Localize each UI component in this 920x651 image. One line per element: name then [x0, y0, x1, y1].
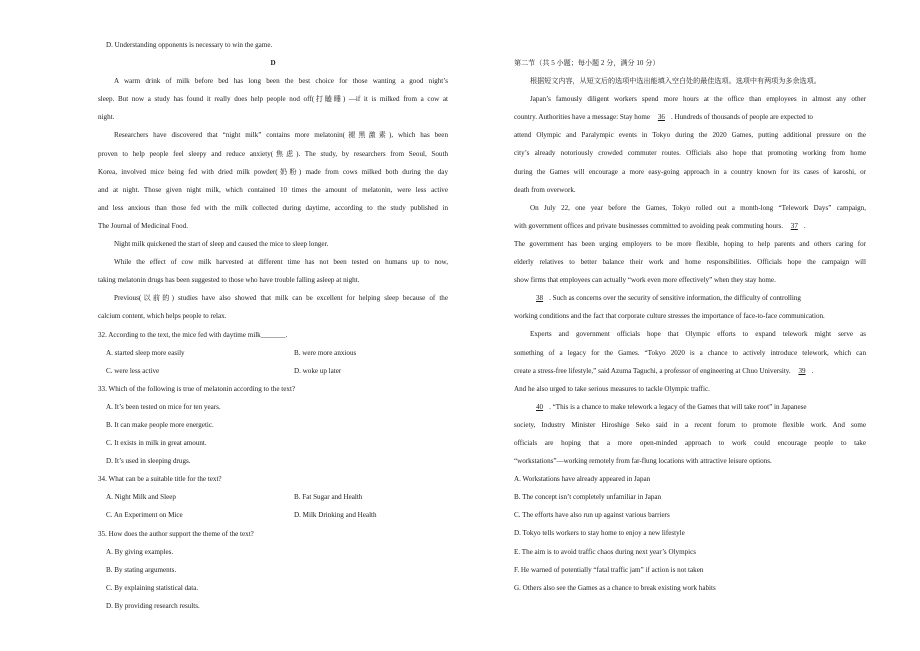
q32-option-b[interactable]: B. were more anxious	[294, 348, 357, 357]
p2-line-4: elderly relatives to better balance their work and home responsibilities. Officials hope the campaign will	[514, 258, 866, 267]
question-32-options-row2	[98, 362, 448, 380]
passage-line: proven to help people feel sleepy and reduce anxiety(焦虑). The study, by researchers from Seoul, South	[98, 149, 448, 158]
p1-line-6: death from overwork.	[514, 185, 576, 194]
q35-option-d[interactable]: D. By providing research results.	[106, 601, 200, 610]
answer-option[interactable]: G. Others also see the Games as a chance to break existing work habits	[514, 583, 716, 592]
section-title: 第二节（共 5 小题；每小题 2 分，满分 10 分）	[514, 59, 660, 67]
question-32-stem: 32. According to the text, the mice fed with daytime milk_______.	[98, 330, 288, 339]
q34-option-b[interactable]: B. Fat Sugar and Health	[294, 493, 363, 502]
p3-line-1: 38 . Such as concerns over the security of sensitive information, the difficulty of controlling	[514, 289, 866, 307]
answer-option[interactable]: D. Tokyo tells workers to stay home to enjoy a new lifestyle	[514, 529, 685, 538]
q33-option-b[interactable]: B. It can make people more energetic.	[106, 420, 214, 429]
passage-line: calcium content, which helps people to relax.	[98, 312, 227, 321]
blank-39[interactable]: 39	[798, 366, 806, 375]
p3-line-2: working conditions and the fact that corporate culture stresses the importance of face-to-face communication.	[514, 312, 825, 321]
passage-line: The Journal of Medicinal Food.	[98, 221, 189, 230]
passage-line: taking melatonin drugs has been suggested to those who have trouble falling asleep at night.	[98, 276, 360, 285]
q33-option-a[interactable]: A. It’s been tested on mice for ten years.	[106, 402, 221, 411]
q34-option-c[interactable]: C. An Experiment on Mice	[106, 511, 183, 520]
q35-option-b[interactable]: B. By stating arguments.	[106, 565, 177, 574]
answer-option[interactable]: F. He warned of potentially “fatal traffic jam” if action is not taken	[514, 565, 704, 574]
instructions: 根据短文内容，从短文后的选项中选出能填入空白处的最佳选项。选项中有两项为多余选项。	[530, 77, 821, 86]
p5-line-1: 40 . “This is a chance to make telework a legacy of the Games that will take root” in Japanese	[514, 398, 866, 416]
p4-line-2: something of a legacy for the Games. “Tokyo 2020 is a chance to actively introduce telework, which can	[514, 348, 866, 357]
answer-option[interactable]: E. The aim is to avoid traffic chaos during next year’s Olympics	[514, 547, 697, 556]
answer-option[interactable]: B. The concept isn’t completely unfamiliar in Japan	[514, 493, 662, 502]
passage-line: Korea, involved mice being fed with dried milk powder(奶粉) made from cows milked both during the day	[98, 167, 448, 176]
question-34-stem: 34. What can be a suitable title for the text?	[98, 475, 222, 484]
answer-option[interactable]: A. Workstations have already appeared in Japan	[514, 475, 651, 484]
q33-option-c[interactable]: C. It exists in milk in great amount.	[106, 439, 207, 448]
p2-line-2: with government offices and private businesses committed to avoiding peak commuting hours. 37 .	[514, 221, 806, 230]
p5-line-4: “workstations”—working remotely from far-flung locations with attractive leisure options.	[514, 457, 772, 466]
p2-line-1: On July 22, one year before the Games, Tokyo rolled out a month-long “Telework Days” campaign,	[530, 203, 866, 212]
q32-option-d[interactable]: D. woke up later	[294, 366, 342, 375]
blank-40[interactable]: 40	[536, 402, 544, 411]
p4-line-3: create a stress-free lifestyle,” said Azuma Taguchi, a professor of engineering at Chuo University. 39 .	[514, 366, 814, 375]
blank-36[interactable]: 36	[657, 113, 665, 122]
passage-line: Night milk quickened the start of sleep and caused the mice to sleep longer.	[114, 240, 329, 249]
p1-line-5: during the Games will encourage a more easy-going approach in a country known for its cases of karoshi, or	[514, 167, 866, 176]
question-34-options-row1	[98, 488, 448, 506]
p4-line-1: Experts and government officials hope that Olympic efforts to expand telework might serve as	[530, 330, 866, 339]
p5-line-2: society, Industry Minister Hiroshige Seko said in a recent forum to promote flexible work. And some	[514, 420, 866, 429]
passage-line: A warm drink of milk before bed has long been the best choice for those wanting a good night’s	[114, 77, 448, 86]
q35-option-c[interactable]: C. By explaining statistical data.	[106, 583, 199, 592]
p5-line-3: officials are hoping that a more open-minded approach to work could encourage people to take	[514, 438, 866, 447]
p1-line-2: country. Authorities have a message: Stay home 36 . Hundreds of thousands of people are expected to	[514, 113, 813, 122]
answer-options	[514, 470, 866, 597]
p2-line-3: The government has been urging employers to be more flexible, hoping to help parents and others caring for	[514, 239, 866, 248]
question-32-options-row1	[98, 344, 448, 362]
passage-d	[98, 72, 448, 325]
blank-38[interactable]: 38	[536, 294, 544, 303]
blank-37[interactable]: 37	[790, 221, 798, 230]
answer-option[interactable]: C. The efforts have also run up against various barriers	[514, 511, 670, 520]
q33-option-d[interactable]: D. It’s used in sleeping drugs.	[106, 457, 191, 466]
passage-line: and at night. Those given night milk, which contained 10 times the amount of melatonin, were less active	[98, 185, 448, 194]
p1-line-4: city’s already notoriously crowded commuter routes. Officials also hope that promoting working from home	[514, 149, 866, 158]
question-33-stem: 33. Which of the following is true of melatonin according to the text?	[98, 384, 296, 393]
prev-question-option-d: D. Understanding opponents is necessary to win the game.	[106, 41, 273, 49]
p4-line-4: And he also urged to take serious measures to tackle Olympic traffic.	[514, 384, 710, 393]
right-column	[514, 54, 866, 597]
q35-option-a[interactable]: A. By giving examples.	[106, 547, 174, 556]
q32-option-c[interactable]: C. were less active	[106, 366, 160, 375]
question-34-options-row2	[98, 506, 448, 524]
passage-line: night.	[98, 113, 115, 122]
p1-line-1: Japan’s famously diligent workers spend more hours at the office than employees in almost any other	[530, 95, 866, 104]
q34-option-a[interactable]: A. Night Milk and Sleep	[106, 493, 176, 502]
q34-option-d[interactable]: D. Milk Drinking and Health	[294, 511, 377, 520]
question-35-stem: 35. How does the author support the theme of the text?	[98, 529, 254, 538]
passage-letter: D	[270, 59, 276, 68]
passage-line: sleep. But now a study has found it really does help people nod off(打瞌睡) —if it is milked from a cow at	[98, 95, 448, 104]
passage-line: and less anxious than those fed with the milk collected during daytime, according to the study published in	[98, 203, 448, 212]
passage-line: Researchers have discovered that “night milk” contains more melatonin(褪黑激素), which has been	[114, 131, 448, 140]
passage-line: Previous(以前的) studies have also showed that milk can be excellent for helping sleep because of the	[114, 294, 448, 303]
p1-line-3: attend Olympic and Paralympic events in Tokyo during the 2020 Games, putting additional pressure on the	[514, 131, 866, 140]
p2-line-5: show firms that employees can actually “work even more effectively” when they stay home.	[514, 276, 776, 285]
q32-option-a[interactable]: A. started sleep more easily	[106, 348, 185, 357]
passage-line: While the effect of cow milk harvested at different time has not been tested on humans up to now,	[114, 258, 448, 267]
left-column	[98, 36, 448, 615]
